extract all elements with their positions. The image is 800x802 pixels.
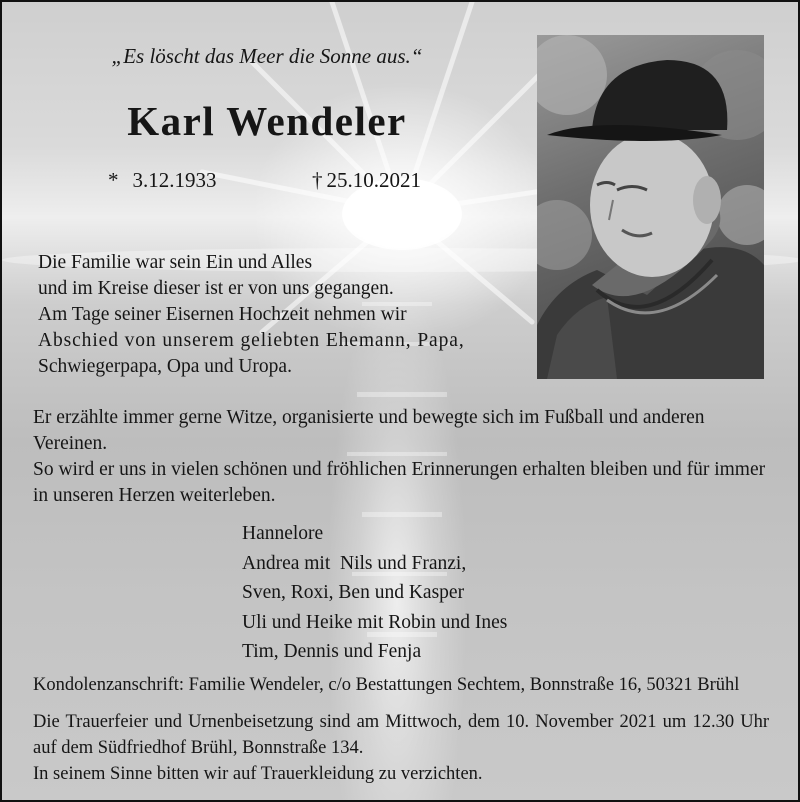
death-symbol: † (312, 168, 323, 192)
text-line: Schwiegerpapa, Opa und Uropa. (38, 356, 292, 377)
mourners-list (242, 519, 507, 667)
deceased-name: Karl Wendeler (127, 98, 407, 144)
mourner-line: Tim, Dennis und Fenja (242, 641, 422, 662)
ceremony-text: Die Trauerfeier und Urnenbeisetzung sind am Mittwoch, dem 10. November 2021 um 12.30 Uhr auf dem Südfriedhof Brühl, Bonnstraße 134. (33, 712, 769, 758)
ceremony-info (33, 709, 769, 787)
birth-symbol: * (108, 168, 119, 192)
birth-date (108, 168, 217, 193)
condolence-address: Kondolenzanschrift: Familie Wendeler, c/o Bestattungen Sechtem, Bonnstraße 16, 50321 Brühl (33, 675, 740, 695)
family-paragraph (38, 250, 465, 380)
text-line: Er erzählte immer gerne Witze, organisierte und bewegte sich im Fußball und anderen Vereinen. (33, 407, 705, 454)
portrait-photo (537, 35, 764, 379)
mourner-line: Hannelore (242, 523, 324, 544)
text-line: und im Kreise dieser ist er von uns gegangen. (38, 278, 394, 299)
motto-quote: „Es löscht das Meer die Sonne aus.“ (111, 44, 423, 68)
text-line: Abschied von unserem geliebten Ehemann, Papa, (38, 330, 465, 351)
dress-code-note: In seinem Sinne bitten wir auf Trauerkleidung zu verzichten. (33, 764, 483, 784)
text-line: So wird er uns in vielen schönen und fröhlichen Erinnerungen erhalten bleiben und für immer in unseren Herzen weiterleben. (33, 459, 766, 506)
text-line: Die Familie war sein Ein und Alles (38, 252, 313, 273)
mourner-line: Uli und Heike mit Robin und Ines (242, 611, 508, 633)
death-date (312, 168, 421, 193)
death-date-value: 25.10.2021 (326, 168, 421, 192)
text-line: Am Tage seiner Eisernen Hochzeit nehmen wir (38, 304, 407, 325)
mourner-line: Sven, Roxi, Ben und Kasper (242, 582, 465, 603)
memory-paragraph (33, 405, 773, 509)
birth-date-value: 3.12.1933 (132, 168, 217, 192)
mourner-line: Andrea mit Nils und Franzi, (242, 552, 467, 574)
